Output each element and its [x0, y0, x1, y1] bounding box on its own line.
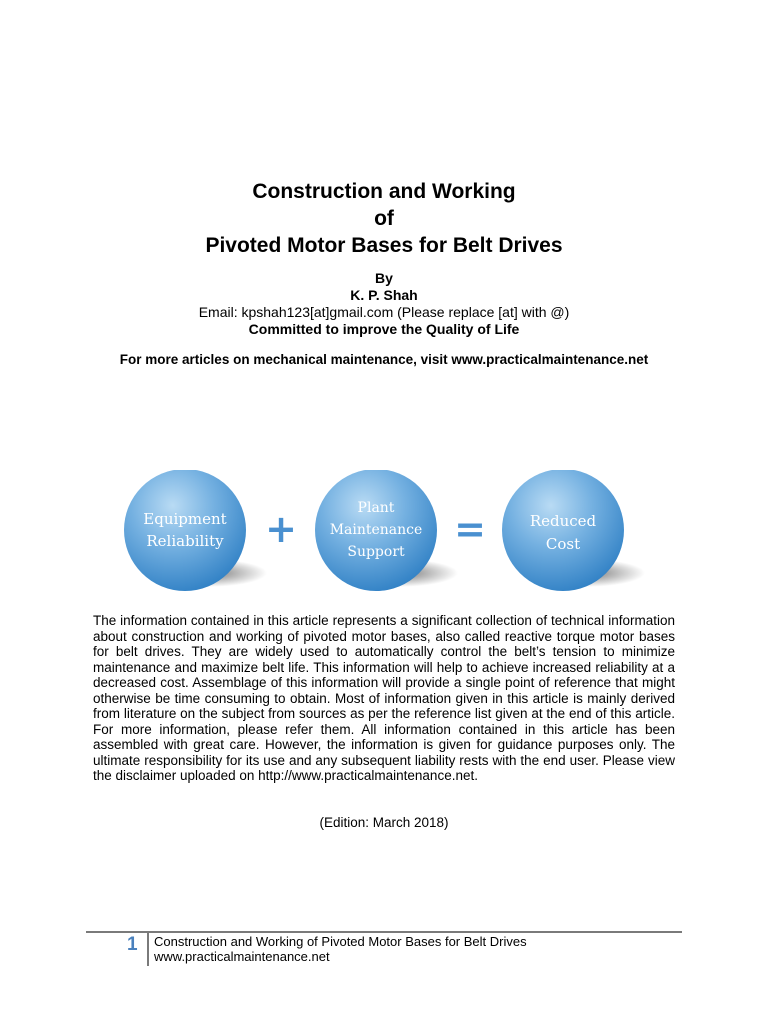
reduced-cost-circle [502, 470, 624, 591]
page-number: 1 [127, 934, 138, 955]
circle2-label-line2: Maintenance [329, 522, 423, 538]
footer-rule [86, 931, 682, 933]
intro-paragraph: The information contained in this article represents a significant collection of technical information about construction and working of pivoted motor bases, also called reactive torque motor bases for belt drives. They are widely used to automatically control the belt’s tension to minimize maintenance and maximize belt life. This information will help to achieve increased reliability at a decreased cost. Assemblage of this information will provide a single point of reference that might otherwise be time consuming to obtain. Most of information given in this article is mainly derived from literature on the subject from sources as per the reference list given at the end of this article. For more information, please refer them. All information contained in this article has been assembled with great care. However, the information is given for guidance purposes only. The ultimate responsibility for its use and any subsequent liability rests with the end user. Please view the disclaimer uploaded on http://www.practicalmaintenance.net. [93, 613, 675, 783]
author-email: Email: kpshah123[at]gmail.com (Please replace [at] with @) [198, 304, 570, 320]
author-name: K. P. Shah [350, 287, 418, 303]
byline [0, 270, 768, 338]
title-line-2: of [374, 207, 394, 230]
plus-operator: + [265, 507, 297, 551]
equals-operator: = [454, 507, 486, 551]
circle2-label-line3: Support [347, 544, 405, 560]
circle1-label-line2: Reliability [146, 532, 224, 550]
footer [154, 934, 527, 964]
title-line-3: Pivoted Motor Bases for Belt Drives [205, 234, 563, 257]
equipment-reliability-circle [124, 470, 246, 591]
circle3-label-line1: Reduced [529, 512, 597, 530]
document-title [0, 178, 768, 259]
circle1-label-line1: Equipment [143, 510, 227, 528]
motto: Committed to improve the Quality of Life [248, 321, 520, 337]
footer-divider [147, 933, 149, 966]
reliability-equation-graphic [110, 470, 660, 600]
byline-by: By [375, 270, 393, 286]
footer-website: www.practicalmaintenance.net [154, 949, 330, 964]
circle2-label-line1: Plant [357, 500, 395, 516]
footer-title: Construction and Working of Pivoted Motor Bases for Belt Drives [154, 934, 527, 949]
circle3-label-line2: Cost [545, 535, 581, 553]
title-line-1: Construction and Working [252, 180, 516, 203]
more-articles-note: For more articles on mechanical maintenance, visit www.practicalmaintenance.net [119, 352, 649, 367]
edition-note: (Edition: March 2018) [319, 815, 449, 830]
